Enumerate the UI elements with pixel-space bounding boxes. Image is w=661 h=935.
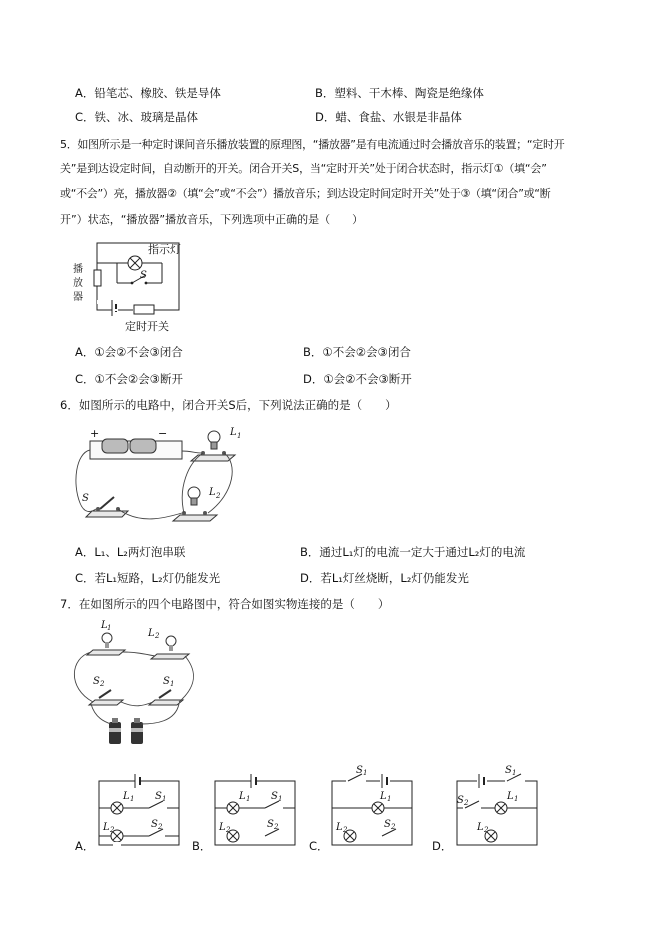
d-s2-sub: 2 — [464, 799, 469, 807]
b-l2-sub: 2 — [226, 826, 231, 834]
l1-label: L — [101, 620, 108, 631]
b-s1-sub: 1 — [278, 795, 283, 803]
q4-option-c: C．铁、冰、玻璃是晶体 — [75, 110, 199, 124]
l1-subscript: 1 — [107, 624, 112, 632]
a-l2-sub: 2 — [110, 826, 115, 834]
a-s1-label: S — [155, 791, 162, 802]
c-s1-label: S — [356, 765, 363, 776]
schematic-option-b — [209, 768, 301, 850]
q7-choice-c: C． — [309, 839, 329, 853]
q6-option-d: D．若L₁灯丝烧断，L₂灯仍能发光 — [300, 571, 469, 585]
b-s2-label: S — [267, 819, 274, 830]
q5-option-d: D．①会②不会③断开 — [303, 372, 412, 386]
d-s2-label: S — [457, 795, 464, 806]
a-s2-sub: 2 — [158, 823, 163, 831]
d-l1-label: L — [507, 791, 514, 802]
schematic-option-c — [326, 763, 418, 850]
b-l1-sub: 1 — [246, 795, 251, 803]
a-s2-label: S — [151, 819, 158, 830]
q7-choice-b: B． — [192, 839, 212, 853]
b-l1-label: L — [239, 791, 246, 802]
q6-option-b: B．通过L₁灯的电流一定大于通过L₂灯的电流 — [300, 545, 526, 559]
d-s1-label: S — [505, 765, 512, 776]
q5-stem-line-4: 开”）状态，“播放器”播放音乐，下列选项中正确的是（ ） — [60, 213, 364, 226]
s2-subscript: 2 — [100, 680, 105, 688]
c-s1-sub: 1 — [363, 769, 368, 777]
q6-stem: 6．如图所示的电路中，闭合开关S后，下列说法正确的是（ ） — [60, 398, 397, 412]
schematic-option-a — [93, 768, 185, 850]
q5-stem-line-3: 或“不会”）亮，播放器②（填“会”或“不会”）播放音乐；到达设定时间定时开关”处于③（填“闭合”或“断 — [60, 187, 551, 200]
q5-option-a: A．①会②不会③闭合 — [75, 345, 183, 359]
q5-circuit-figure — [70, 238, 195, 338]
b-l2-label: L — [219, 822, 226, 833]
switch-s-icon — [86, 497, 128, 517]
c-l2-sub: 2 — [343, 826, 348, 834]
q4-option-a: A．铅笔芯、橡胶、铁是导体 — [75, 86, 221, 100]
c-l1-sub: 1 — [387, 795, 392, 803]
battery-minus-label: − — [158, 427, 168, 440]
q4-option-d: D．蜡、食盐、水银是非晶体 — [315, 110, 462, 124]
q5-option-b: B．①不会②会③闭合 — [303, 345, 411, 359]
d-l1-sub: 1 — [514, 795, 519, 803]
q5-stem-line-2: 关”是到达设定时间，自动断开的开关。闭合开关S，当“定时开关”处于闭合状态时，指示灯①（填“会” — [60, 162, 547, 175]
b-s1-label: S — [271, 791, 278, 802]
battery-icon — [109, 718, 143, 744]
s1-label: S — [163, 676, 170, 687]
q5-stem-line-1: 5．如图所示是一种定时课间音乐播放装置的原理图，“播放器”是有电流通过时会播放音乐的装置；“定时开 — [60, 138, 565, 151]
d-s1-sub: 1 — [512, 769, 517, 777]
s1-subscript: 1 — [170, 680, 175, 688]
lamp-l1-icon — [87, 633, 125, 655]
c-l1-label: L — [380, 791, 387, 802]
q6-option-c: C．若L₁短路，L₂灯仍能发光 — [75, 571, 221, 585]
q6-option-a: A．L₁、L₂两灯泡串联 — [75, 545, 186, 559]
a-s1-sub: 1 — [162, 795, 167, 803]
switch-s2-icon — [89, 690, 123, 705]
d-l2-label: L — [477, 822, 484, 833]
l2-label: L — [148, 628, 155, 639]
switch-s-label: S — [82, 493, 89, 504]
player-icon — [94, 270, 101, 286]
q7-physical-circuit — [65, 618, 205, 753]
timer-label: 定时开关 — [125, 320, 169, 333]
battery-pack-icon — [90, 439, 182, 459]
a-l1-label: L — [123, 791, 130, 802]
q7-choice-a: A． — [75, 839, 95, 853]
a-l1-sub: 1 — [130, 795, 135, 803]
q4-option-b: B．塑料、干木棒、陶瓷是绝缘体 — [315, 86, 484, 100]
a-l2-label: L — [103, 822, 110, 833]
s2-label: S — [93, 676, 100, 687]
l1-label: L — [230, 427, 237, 438]
c-s2-sub: 2 — [391, 823, 396, 831]
d-l2-sub: 2 — [484, 826, 489, 834]
lamp-l1-icon — [191, 431, 235, 461]
timer-switch-icon — [134, 305, 154, 314]
q6-physical-circuit — [70, 423, 260, 533]
b-s2-sub: 2 — [274, 823, 279, 831]
schematic-option-d — [451, 763, 543, 850]
switch-s1-icon — [149, 690, 183, 705]
l1-subscript: 1 — [237, 432, 242, 440]
l2-label: L — [209, 487, 216, 498]
q5-option-c: C．①不会②会③断开 — [75, 372, 183, 386]
switch-s-label: S — [140, 270, 147, 281]
c-l2-label: L — [336, 822, 343, 833]
q7-choice-d: D． — [432, 839, 453, 853]
q7-stem: 7．在如图所示的四个电路图中，符合如图实物连接的是（ ） — [60, 597, 390, 611]
player-label: 播放器 — [73, 264, 83, 303]
l2-subscript: 2 — [155, 632, 160, 640]
l2-subscript: 2 — [216, 492, 221, 500]
lamp-label: 指示灯 — [148, 243, 181, 256]
battery-plus-label: + — [90, 427, 100, 440]
c-s2-label: S — [384, 819, 391, 830]
